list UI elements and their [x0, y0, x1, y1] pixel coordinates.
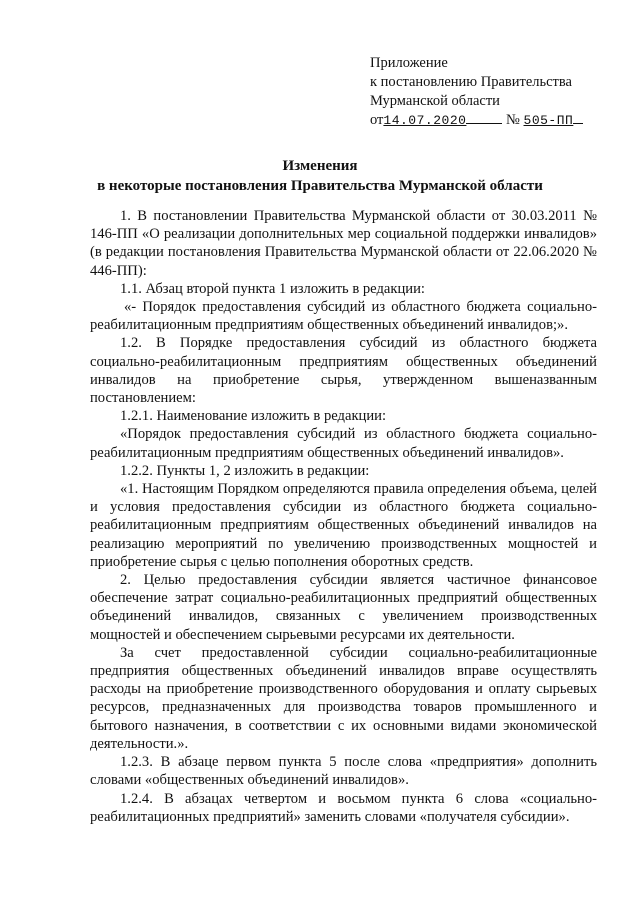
document-title [60, 156, 580, 196]
paragraph-1-2-3: 1.2.3. В абзаце первом пункта 5 после слова «предприятия» дополнить словами «общественных объединений инвалидов». [90, 754, 597, 789]
document-number: 505-ПП [523, 113, 574, 128]
date-prefix: от [370, 112, 384, 128]
paragraph-1-2: 1.2. В Порядке предоставления субсидий из областного бюджета социально-реабилитационным предприятиям общественных объединений инвалидов на приобретение сырья, утвержденном вышеназванным постановлением: [90, 335, 597, 407]
paragraph-1-1-text: «- Порядок предоставления субсидий из областного бюджета социально-реабилитационным предприятиям общественных объединений инвалидов;». [90, 299, 597, 334]
paragraph-item-1: «1. Настоящим Порядком определяются правила определения объема, целей и условия предоставления субсидии из областного бюджета социально-реабилитационным предприятиям общественных объединений инвалидов на реализацию мероприятий по увеличению производственных мощностей и приобретение сырья с целью пополнения оборотных средств. [90, 481, 597, 570]
number-underline [573, 111, 583, 124]
paragraph-item-2-cont: За счет предоставленной субсидии социально-реабилитационные предприятия общественных объединений инвалидов вправе осуществлять расходы на приобретение производственного оборудования и оплату сырьевых ресурсов, предназначенных для производства товаров промышленного и бытового назначения, в соответствии с их основными видами экономической деятельности.». [90, 644, 597, 752]
paragraph-1: 1. В постановлении Правительства Мурманской области от 30.03.2011 № 146-ПП «О реализации дополнительных мер социальной поддержки инвалидов» (в редакции постановления Правительства Мурманской области от 22.06.2020 № 446-ПП): [90, 208, 597, 279]
appendix-date-line [370, 111, 583, 130]
appendix-region: Мурманской области [370, 93, 500, 109]
number-prefix: № [506, 112, 520, 128]
title-line-2: в некоторые постановления Правительства Мурманской области [97, 178, 543, 194]
document-date: 14.07.2020 [383, 113, 467, 128]
title-line-1: Изменения [282, 158, 358, 174]
appendix-reference: к постановлению Правительства [370, 74, 572, 90]
document-body [90, 207, 597, 826]
paragraph-item-2: 2. Целью предоставления субсидии является частичное финансовое обеспечение затрат социально-реабилитационных предприятий общественных объединений инвалидов, связанных с увеличением производственных мощностей и обеспечением сырьевыми ресурсами их деятельности. [90, 572, 597, 643]
paragraph-1-2-2: 1.2.2. Пункты 1, 2 изложить в редакции: [120, 462, 370, 479]
paragraph-1-2-4: 1.2.4. В абзацах четвертом и восьмом пункта 6 слова «социально-реабилитационных предприятий» заменить словами «получателя субсидии». [90, 790, 597, 825]
appendix-label: Приложение [370, 55, 448, 71]
paragraph-1-2-1-text: «Порядок предоставления субсидий из областного бюджета социально-реабилитационным предприятиям общественных объединений инвалидов». [90, 426, 597, 461]
appendix-header [370, 54, 583, 130]
paragraph-1-2-1: 1.2.1. Наименование изложить в редакции: [120, 408, 387, 425]
date-underline [466, 111, 502, 124]
paragraph-1-1: 1.1. Абзац второй пункта 1 изложить в редакции: [120, 280, 425, 297]
